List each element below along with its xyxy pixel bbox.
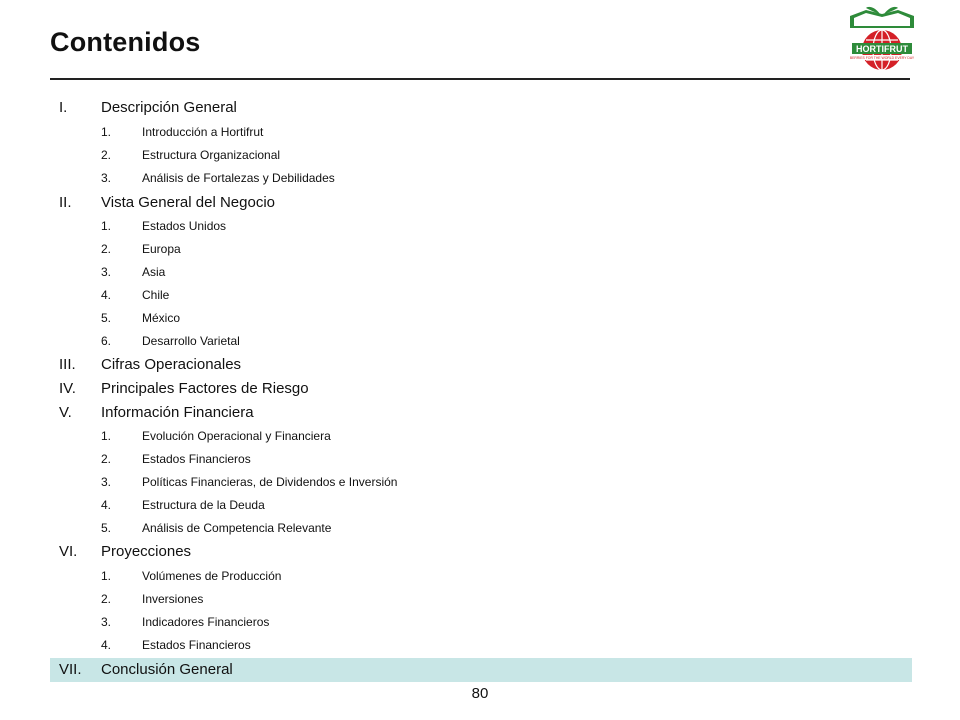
toc-item-active — [50, 658, 912, 682]
toc-subsection — [50, 239, 912, 259]
page-title: Contenidos — [50, 27, 201, 57]
toc-label: Conclusión General — [101, 661, 233, 678]
logo-graphic — [846, 4, 918, 74]
toc-label: Evolución Operacional y Financiera — [142, 429, 331, 443]
toc-number: II. — [59, 194, 72, 211]
toc-section — [50, 97, 912, 119]
toc-number: 3. — [101, 615, 112, 629]
toc-number: 1. — [101, 125, 112, 139]
toc-subsection — [50, 308, 912, 328]
toc-number: 1. — [101, 569, 112, 583]
toc-subsection — [50, 566, 912, 586]
toc-label: Vista General del Negocio — [101, 194, 275, 211]
toc-label: México — [142, 311, 181, 325]
toc-subsection — [50, 635, 912, 655]
toc-number: 4. — [101, 288, 112, 302]
toc-number: I. — [59, 99, 68, 116]
toc-subsection — [50, 612, 912, 632]
toc-label: Estructura Organizacional — [142, 148, 281, 162]
toc-number: 1. — [101, 429, 112, 443]
toc-label: Estados Financieros — [142, 638, 251, 652]
toc-label: Cifras Operacionales — [101, 356, 242, 373]
toc-label: Asia — [142, 265, 166, 279]
toc-number: 4. — [101, 638, 112, 652]
toc-subsection — [50, 472, 912, 492]
toc-subsection — [50, 168, 912, 188]
toc-number: 3. — [101, 475, 112, 489]
toc-label: Análisis de Fortalezas y Debilidades — [142, 171, 335, 185]
toc-number: VI. — [59, 543, 78, 560]
toc-label: Desarrollo Varietal — [142, 334, 240, 348]
toc-subsection — [50, 589, 912, 609]
toc-subsection — [50, 262, 912, 282]
toc-number: 3. — [101, 171, 112, 185]
title-divider — [50, 78, 910, 80]
toc-subsection — [50, 122, 912, 142]
toc-subsection — [50, 495, 912, 515]
toc-subsection — [50, 145, 912, 165]
toc-label: Estructura de la Deuda — [142, 498, 265, 512]
toc-section — [50, 378, 912, 400]
toc-subsection — [50, 331, 912, 351]
hortifrut-logo — [846, 4, 918, 74]
toc-label: Análisis de Competencia Relevante — [142, 521, 332, 535]
toc-number: 2. — [101, 592, 112, 606]
toc-number: 5. — [101, 311, 112, 325]
toc-label: Volúmenes de Producción — [142, 569, 282, 583]
toc-subsection — [50, 449, 912, 469]
toc-section — [50, 402, 912, 424]
toc-number: 3. — [101, 265, 112, 279]
toc-subsection — [50, 285, 912, 305]
toc-subsection — [50, 426, 912, 446]
toc-number: IV. — [59, 380, 76, 397]
toc-subsection — [50, 518, 912, 538]
logo-tagline: BERRIES FOR THE WORLD EVERY DAY — [849, 56, 915, 60]
toc-label: Proyecciones — [101, 543, 192, 560]
toc-subsection — [50, 216, 912, 236]
toc-number: 2. — [101, 452, 112, 466]
toc-number: 2. — [101, 242, 112, 256]
toc-section — [50, 354, 912, 376]
toc-number: V. — [59, 404, 72, 421]
toc-label: Principales Factores de Riesgo — [101, 380, 309, 397]
toc-number: 4. — [101, 498, 112, 512]
toc-label: Estados Unidos — [142, 219, 227, 233]
toc-number: 1. — [101, 219, 112, 233]
logo-name: HORTIFRUT — [856, 44, 908, 54]
toc-label: Introducción a Hortifrut — [142, 125, 264, 139]
toc-label: Información Financiera — [101, 404, 254, 421]
toc-label: Estados Financieros — [142, 452, 251, 466]
toc-label: Indicadores Financieros — [142, 615, 270, 629]
toc-number: 6. — [101, 334, 112, 348]
toc-label: Europa — [142, 242, 181, 256]
toc-section — [50, 192, 912, 214]
toc-label: Inversiones — [142, 592, 204, 606]
toc-number: 2. — [101, 148, 112, 162]
toc-label: Políticas Financieras, de Dividendos e Inversión — [142, 475, 398, 489]
toc-label: Chile — [142, 288, 170, 302]
page-number: 80 — [471, 685, 489, 702]
toc-number: 5. — [101, 521, 112, 535]
toc-number: VII. — [59, 661, 82, 678]
toc-label: Descripción General — [101, 99, 237, 116]
toc-section — [50, 541, 912, 563]
toc-number: III. — [59, 356, 76, 373]
